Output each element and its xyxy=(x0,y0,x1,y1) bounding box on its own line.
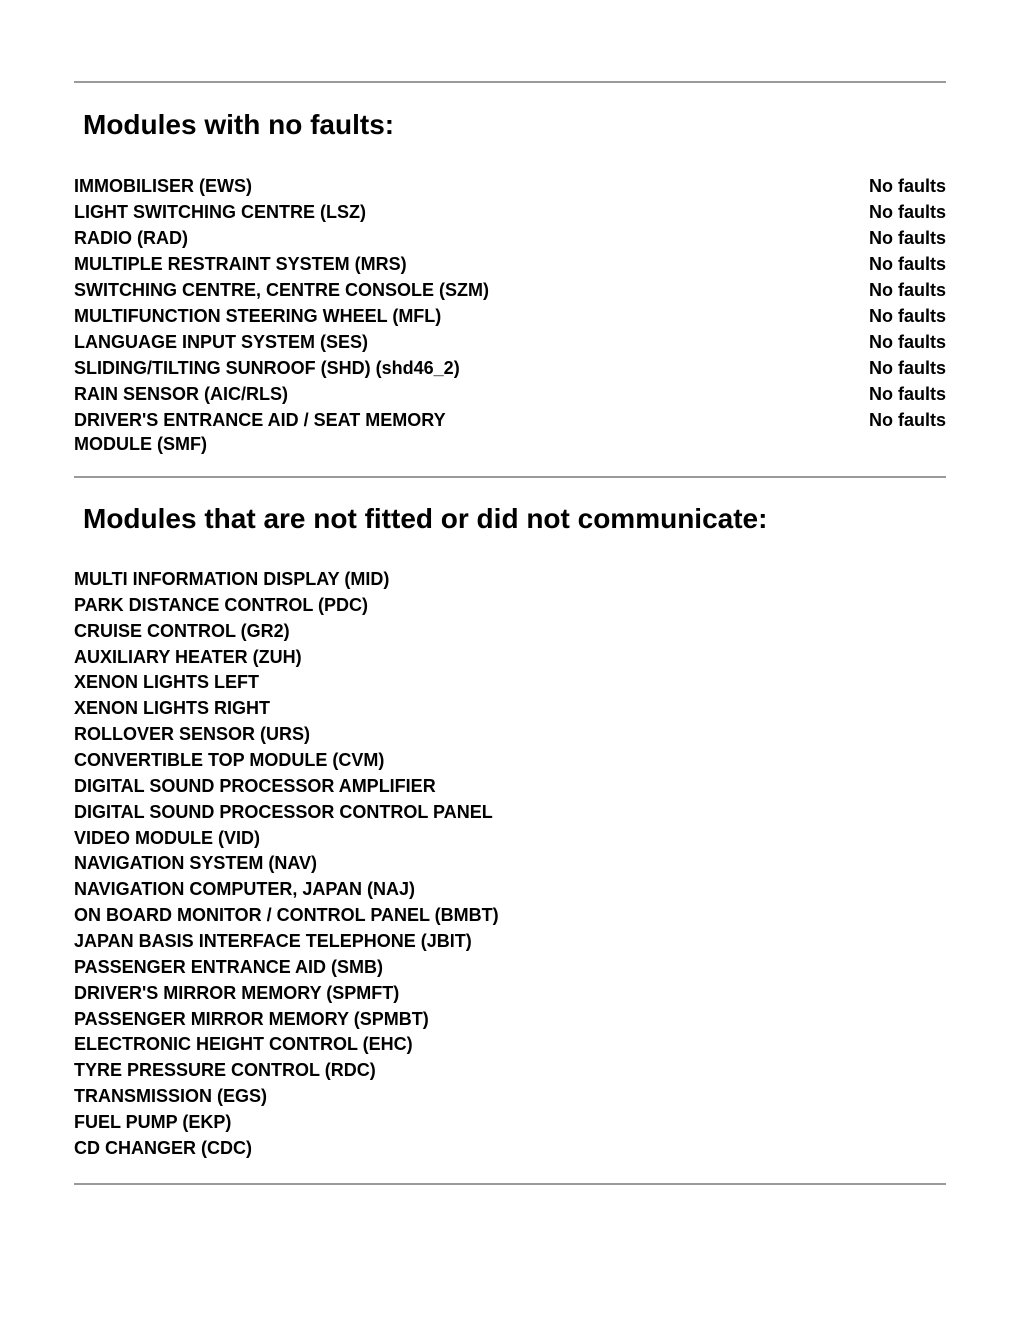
list-item: JAPAN BASIS INTERFACE TELEPHONE (JBIT) xyxy=(74,931,472,952)
report-page xyxy=(74,0,946,1185)
divider-top xyxy=(74,81,946,83)
module-status: No faults xyxy=(868,254,946,274)
module-status: No faults xyxy=(868,384,946,404)
list-item: ROLLOVER SENSOR (URS) xyxy=(74,724,311,745)
list-item: TRANSMISSION (EGS) xyxy=(74,1086,268,1107)
module-status: No faults xyxy=(868,280,946,300)
module-row xyxy=(74,278,946,302)
module-name: RADIO (RAD) xyxy=(74,228,188,248)
module-row xyxy=(74,382,946,406)
module-name: RAIN SENSOR (AIC/RLS) xyxy=(74,384,289,404)
list-item: ELECTRONIC HEIGHT CONTROL (EHC) xyxy=(74,1034,413,1055)
module-name: MULTIFUNCTION STEERING WHEEL (MFL) xyxy=(74,306,442,326)
module-name: LANGUAGE INPUT SYSTEM (SES) xyxy=(74,332,369,352)
list-item: CRUISE CONTROL (GR2) xyxy=(74,620,290,641)
no-faults-list xyxy=(74,174,946,456)
module-row xyxy=(74,174,946,198)
list-item: DIGITAL SOUND PROCESSOR CONTROL PANEL xyxy=(74,801,493,822)
module-name: DRIVER'S ENTRANCE AID / SEAT MEMORY MODULE (SMF) xyxy=(74,410,446,454)
module-row xyxy=(74,304,946,328)
list-item: NAVIGATION COMPUTER, JAPAN (NAJ) xyxy=(74,879,416,900)
list-item: VIDEO MODULE (VID) xyxy=(74,827,261,848)
list-item: NAVIGATION SYSTEM (NAV) xyxy=(74,853,317,874)
list-item: DRIVER'S MIRROR MEMORY (SPMFT) xyxy=(74,982,400,1003)
module-row xyxy=(74,200,946,224)
list-item: PASSENGER ENTRANCE AID (SMB) xyxy=(74,956,384,977)
module-status: No faults xyxy=(868,202,946,222)
divider-middle xyxy=(74,476,946,478)
module-row xyxy=(74,226,946,250)
list-item: XENON LIGHTS LEFT xyxy=(74,672,260,693)
list-item: CD CHANGER (CDC) xyxy=(74,1137,252,1158)
module-name: IMMOBILISER (EWS) xyxy=(74,176,252,196)
module-status: No faults xyxy=(868,410,946,430)
module-row xyxy=(74,330,946,354)
module-status: No faults xyxy=(868,306,946,326)
section-title-no-faults: Modules with no faults: xyxy=(83,109,395,140)
section-title-not-fitted: Modules that are not fitted or did not communicate: xyxy=(83,503,768,534)
module-row xyxy=(74,356,946,380)
module-status: No faults xyxy=(868,332,946,352)
module-name: SLIDING/TILTING SUNROOF (SHD) (shd46_2) xyxy=(74,358,460,378)
module-row xyxy=(74,408,946,456)
list-item: FUEL PUMP (EKP) xyxy=(74,1112,232,1133)
list-item: CONVERTIBLE TOP MODULE (CVM) xyxy=(74,750,385,771)
list-item: ON BOARD MONITOR / CONTROL PANEL (BMBT) xyxy=(74,905,499,926)
list-item: PASSENGER MIRROR MEMORY (SPMBT) xyxy=(74,1008,429,1029)
module-status: No faults xyxy=(868,228,946,248)
module-status: No faults xyxy=(868,358,946,378)
module-name: SWITCHING CENTRE, CENTRE CONSOLE (SZM) xyxy=(74,280,489,300)
list-item: MULTI INFORMATION DISPLAY (MID) xyxy=(74,569,390,589)
list-item: DIGITAL SOUND PROCESSOR AMPLIFIER xyxy=(74,775,436,796)
list-item: PARK DISTANCE CONTROL (PDC) xyxy=(74,594,368,615)
not-fitted-list xyxy=(74,567,946,1160)
list-item: XENON LIGHTS RIGHT xyxy=(74,698,271,719)
divider-bottom xyxy=(74,1183,946,1185)
module-status: No faults xyxy=(868,176,946,196)
module-name: MULTIPLE RESTRAINT SYSTEM (MRS) xyxy=(74,254,407,274)
module-row xyxy=(74,252,946,276)
list-item: TYRE PRESSURE CONTROL (RDC) xyxy=(74,1060,376,1081)
module-name: LIGHT SWITCHING CENTRE (LSZ) xyxy=(74,202,366,222)
list-item: AUXILIARY HEATER (ZUH) xyxy=(74,646,302,667)
